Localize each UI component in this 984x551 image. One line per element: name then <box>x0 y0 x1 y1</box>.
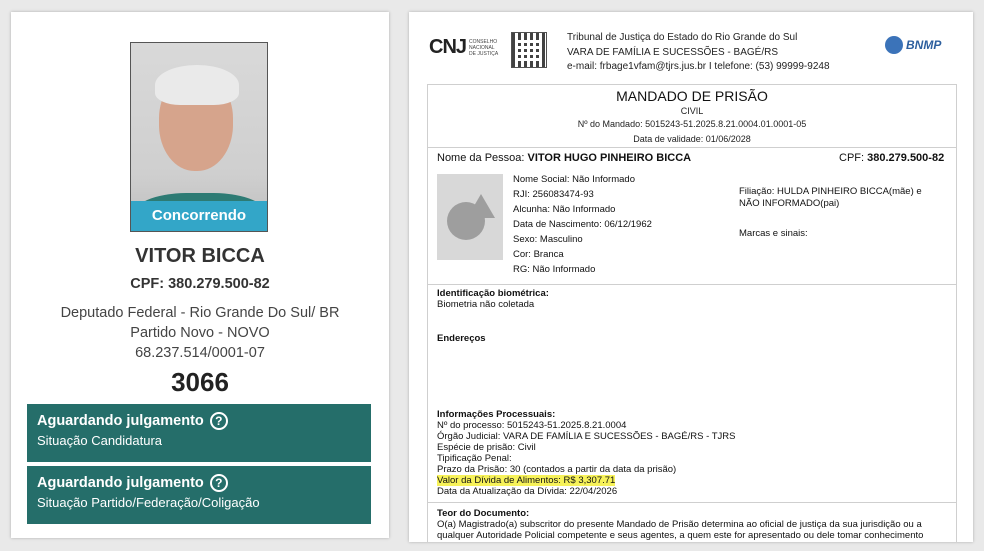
debt-value-highlight: Valor da Dívida de Alimentos: R$ 3,307.71 <box>437 475 616 486</box>
help-icon[interactable]: ? <box>210 474 228 492</box>
help-icon[interactable]: ? <box>210 412 228 430</box>
warrant-number: Nº do Mandado: 5015243-51.2025.8.21.0004.01.0001-05 <box>577 119 807 129</box>
bnmp-logo: BNMP <box>885 36 941 54</box>
person-placeholder-image <box>437 174 503 260</box>
warrant-type: CIVIL <box>680 106 704 116</box>
bnmp-icon <box>885 36 903 54</box>
candidate-cpf: CPF: 380.279.500-82 <box>130 276 270 292</box>
status-subtitle: Situação Partido/Federação/Coligação <box>37 495 260 510</box>
status-partido <box>27 466 371 524</box>
arrest-warrant-document <box>409 12 973 542</box>
candidate-card <box>11 12 389 538</box>
divider <box>427 147 957 148</box>
candidate-cnpj: 68.237.514/0001-07 <box>135 345 265 361</box>
status-subtitle: Situação Candidatura <box>37 433 163 448</box>
addresses-section: Endereços <box>437 333 486 344</box>
candidate-office: Deputado Federal - Rio Grande Do Sul/ BR <box>60 305 340 321</box>
qr-code-icon <box>511 32 547 68</box>
process-section: Informações Processuais: Nº do processo: 5015243-51.2025.8.21.0004 Órgão Judicial: VARA DE FAMÍLIA E SUCESSÕES - BAGÉ/RS - TJRS Espécie de prisão: Civil Tipificação Penal: Prazo da Prisão: 30 (contados a partir da data da prisão) Valor da Dívida de Alimentos: R$ 3,307.71 Data da Atualização da Dívida: 22/04/2026 <box>437 409 736 497</box>
person-cpf-row: CPF: 380.279.500-82 <box>839 152 945 164</box>
teor-section: Teor do Documento: O(a) Magistrado(a) subscritor do presente Mandado de Prisão determina ao oficial de justiça da sua jurisdição ou a qualquer Autoridade Policial competente e seus agentes, a quem este for apresentado ou dele tomar conhecimento <box>437 508 924 541</box>
person-marks: Marcas e sinais: <box>739 228 808 239</box>
biometric-section: Identificação biométrica: Biometria não coletada <box>437 288 549 310</box>
person-filiation: Filiação: HULDA PINHEIRO BICCA(mãe) e NÃO INFORMADO(pai) Marcas e sinais: <box>739 186 922 239</box>
person-name-row: Nome da Pessoa: VITOR HUGO PINHEIRO BICCA <box>437 152 692 164</box>
status-candidatura <box>27 404 371 462</box>
divider <box>427 284 957 285</box>
candidate-number: 3066 <box>171 367 229 397</box>
court-header: Tribunal de Justiça do Estado do Rio Grande do Sul VARA DE FAMÍLIA E SUCESSÕES - BAGÉ/RS e-mail: frbage1vfam@tjrs.jus.br I telefone: (53) 99999-9248 <box>567 32 830 72</box>
status-title: Aguardando julgamento <box>37 475 204 491</box>
document-title: MANDADO DE PRISÃO <box>616 88 768 104</box>
photo-hair <box>155 65 239 105</box>
divider <box>427 502 957 503</box>
warrant-validity: Data de validade: 01/06/2028 <box>633 134 751 144</box>
candidate-photo <box>130 42 268 232</box>
person-info: Nome Social: Não Informado RJI: 256083474-93 Alcunha: Não Informado Data de Nascimento: 06/12/1962 Sexo: Masculino Cor: Branca RG: Não Informado <box>513 174 652 275</box>
candidate-name: VITOR BICCA <box>135 245 265 267</box>
status-badge: Concorrendo <box>131 201 267 231</box>
candidate-party: Partido Novo - NOVO <box>130 325 270 341</box>
cnj-logo: CNJ CONSELHO NACIONAL DE JUSTIÇA <box>429 36 499 58</box>
status-title: Aguardando julgamento <box>37 413 204 429</box>
